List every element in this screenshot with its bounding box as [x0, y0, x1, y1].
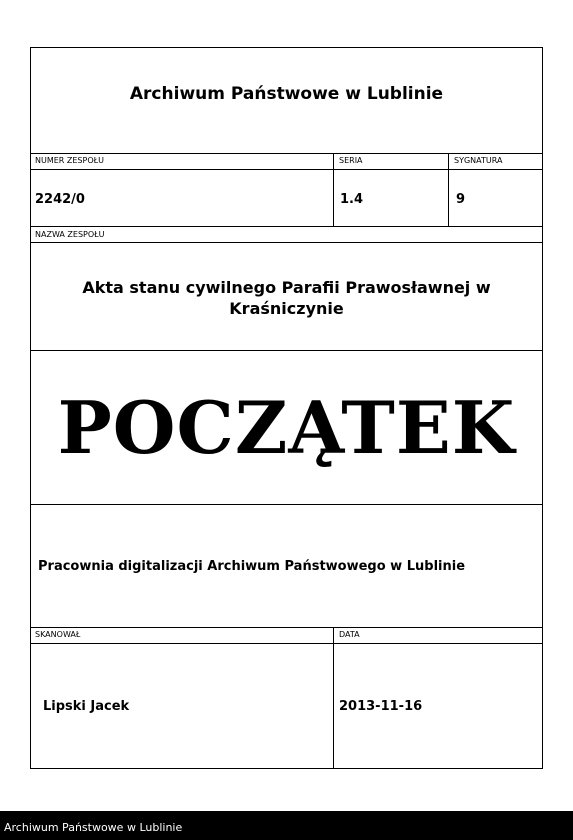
footer-archive-name: Archiwum Państwowe w Lublinie: [4, 821, 183, 834]
divider: [31, 242, 542, 243]
fond-name: Akta stanu cywilnego Parafii Prawosławnej w Kraśniczynie: [82, 278, 491, 318]
archive-title: Archiwum Państwowe w Lublinie: [129, 84, 444, 104]
divider: [31, 153, 542, 154]
divider: [31, 169, 542, 170]
footer-bar: [0, 811, 573, 840]
seria-value: 1.4: [340, 192, 364, 207]
divider: [448, 153, 449, 226]
start-marker-title: POCZĄTEK: [57, 385, 516, 470]
nazwa-zespolu-label: NAZWA ZESPOŁU: [35, 230, 105, 239]
numer-zespolu-label: NUMER ZESPOŁU: [35, 156, 104, 165]
divider: [31, 643, 542, 644]
sygnatura-value: 9: [456, 192, 466, 207]
skanowal-label: SKANOWAŁ: [35, 630, 81, 639]
scan-date: 2013-11-16: [339, 699, 423, 714]
divider: [333, 153, 334, 226]
divider: [31, 627, 542, 628]
data-label: DATA: [339, 630, 360, 639]
numer-zespolu-value: 2242/0: [35, 192, 85, 207]
divider: [31, 226, 542, 227]
archive-target-sheet: [30, 47, 543, 769]
digitization-workshop: Pracownia digitalizacji Archiwum Państwowego w Lublinie: [38, 559, 466, 574]
divider: [31, 350, 542, 351]
seria-label: SERIA: [339, 156, 363, 165]
sygnatura-label: SYGNATURA: [454, 156, 503, 165]
divider: [31, 504, 542, 505]
scanner-name: Lipski Jacek: [43, 699, 130, 714]
divider: [333, 627, 334, 769]
